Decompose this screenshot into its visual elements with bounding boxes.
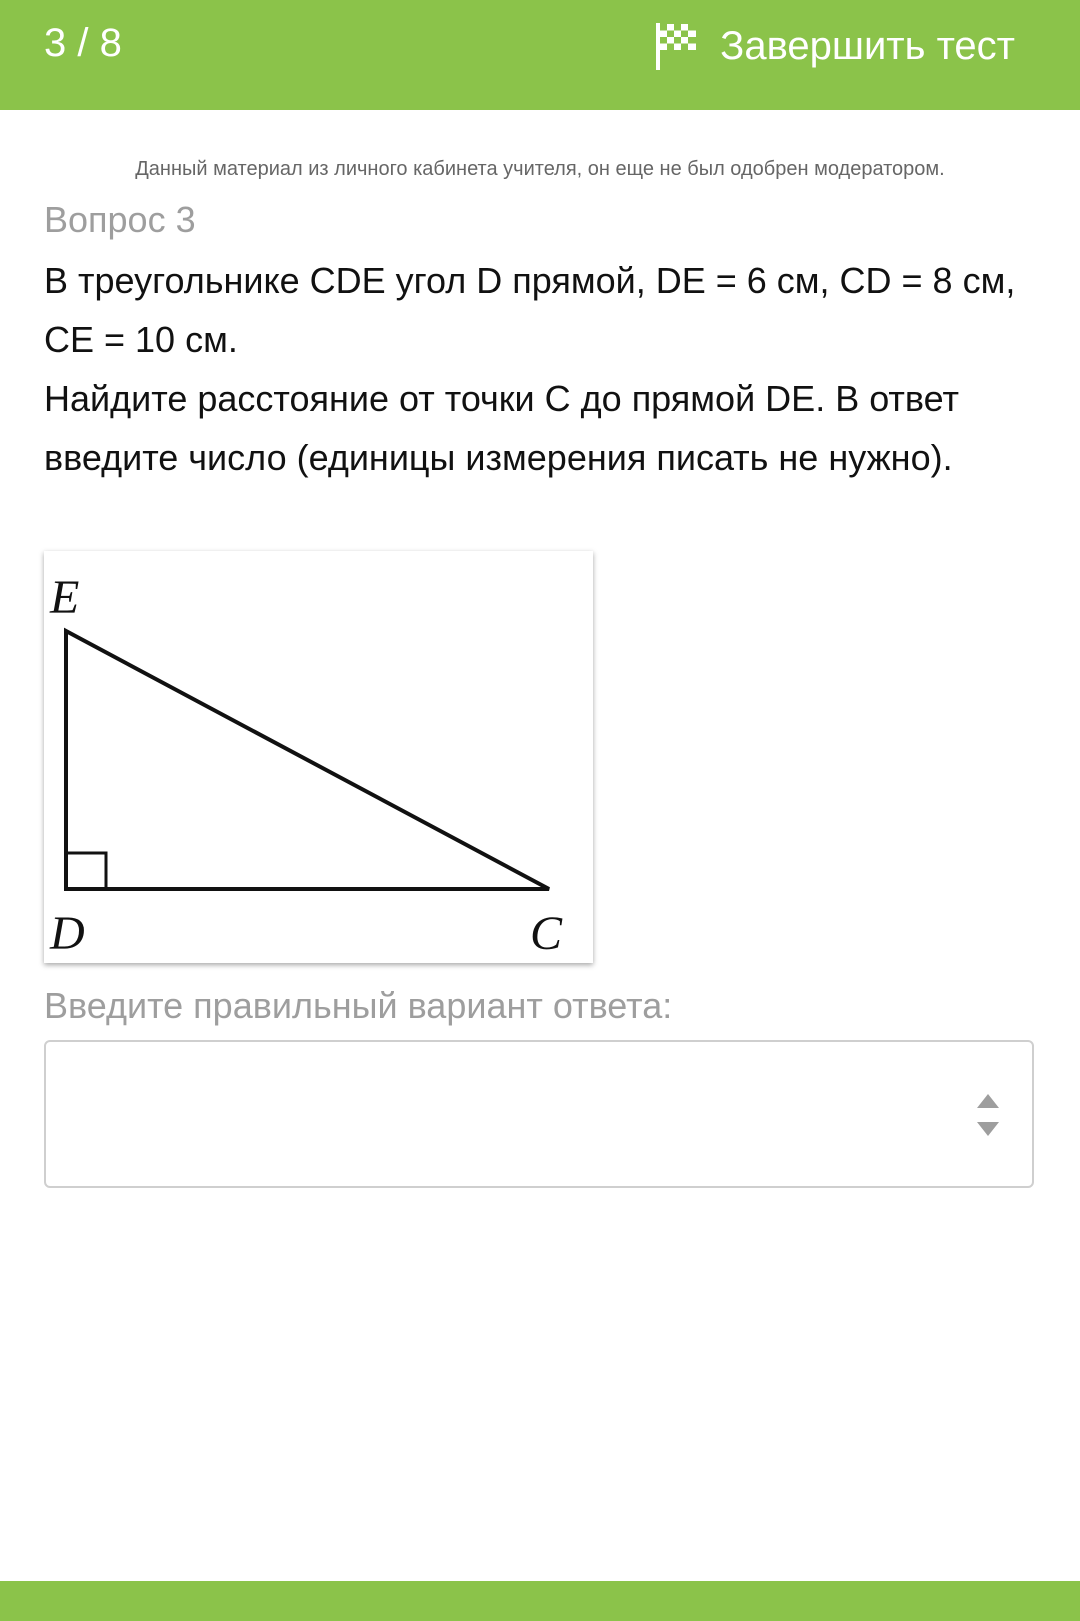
triangle-drawing (44, 551, 593, 963)
right-angle-mark (66, 853, 106, 889)
number-stepper[interactable] (972, 1094, 1002, 1138)
stepper-up-icon[interactable] (977, 1094, 999, 1108)
answer-prompt: Введите правильный вариант ответа: (44, 985, 673, 1026)
vertex-label-d: D (50, 907, 85, 960)
triangle-figure (44, 551, 593, 963)
finish-test-label: Завершить тест (720, 24, 1015, 68)
finish-test-button[interactable] (654, 18, 1015, 74)
checkered-flag-icon (654, 20, 698, 72)
question-text (44, 251, 1044, 487)
vertex-label-c: C (530, 907, 563, 960)
question-text-line: Найдите расстояние от точки C до прямой DE. В ответ введите число (единицы измерения писать не нужно). (44, 378, 959, 478)
triangle-cde (66, 631, 549, 889)
answer-field[interactable] (44, 1040, 1034, 1188)
question-number: Вопрос 3 (44, 199, 196, 240)
answer-input[interactable] (46, 1042, 946, 1186)
moderation-notice: Данный материал из личного кабинета учителя, он еще не был одобрен модератором. (135, 158, 945, 180)
question-counter: 3 / 8 (44, 21, 122, 65)
question-text-line: В треугольнике CDE угол D прямой, DE = 6 см, CD = 8 см, CE = 10 см. (44, 260, 1016, 360)
vertex-label-e: E (50, 571, 80, 624)
stepper-down-icon[interactable] (977, 1122, 999, 1136)
bottom-bar (0, 1581, 1080, 1621)
top-bar (0, 0, 1080, 110)
